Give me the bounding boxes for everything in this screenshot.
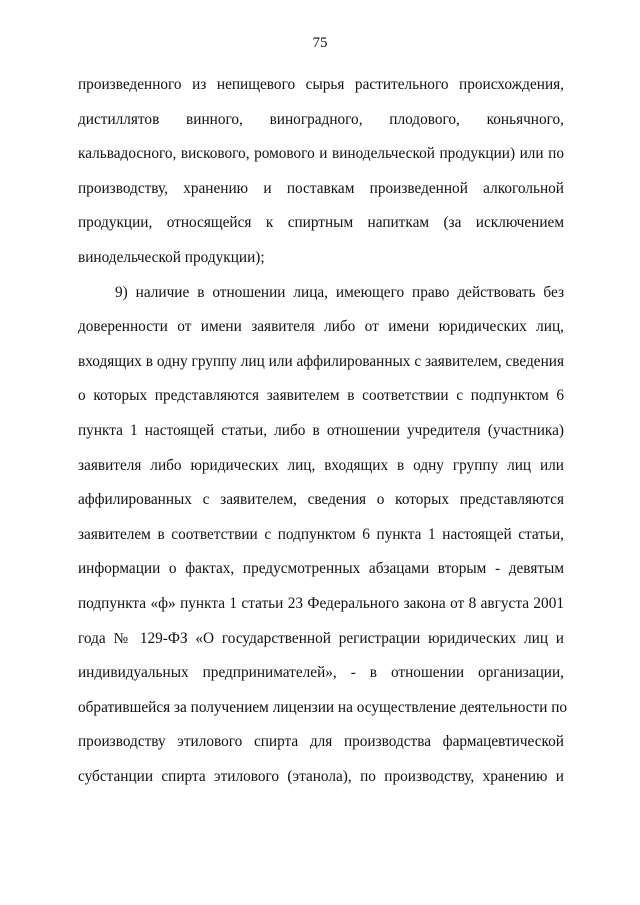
text-line: подпункта «ф» пункта 1 статьи 23 Федерального закона от 8 августа 2001 [78, 594, 564, 612]
text-line: доверенности от имени заявителя либо от имени юридических лиц, [78, 318, 564, 336]
text-line: входящих в одну группу лиц или аффилированных с заявителем, сведения [78, 352, 564, 370]
text-line: пункта 1 настоящей статьи, либо в отношении учредителя (участника) [78, 421, 564, 439]
text-line: продукции, относящейся к спиртным напиткам (за исключением [78, 214, 564, 232]
page-number: 75 [312, 35, 328, 51]
text-line: заявителя либо юридических лиц, входящих в одну группу лиц или [78, 456, 564, 474]
text-line: 9) наличие в отношении лица, имеющего право действовать без [115, 283, 564, 301]
text-line: произведенного из непищевого сырья растительного происхождения, [78, 76, 564, 93]
document-body-text [78, 68, 568, 794]
text-line: винодельческой продукции); [78, 248, 265, 266]
text-line: дистиллятов винного, виноградного, плодового, коньячного, [78, 110, 564, 128]
text-line: кальвадосного, вискового, ромового и винодельческой продукции) или по [78, 145, 564, 163]
text-line: субстанции спирта этилового (этанола), по производству, хранению и [78, 767, 564, 785]
text-line: аффилированных с заявителем, сведения о которых представляются [78, 491, 564, 509]
text-line: индивидуальных предпринимателей», - в отношении организации, [78, 664, 564, 682]
text-line: года № 129-ФЗ «О государственной регистрации юридических лиц и [78, 629, 564, 647]
text-line: информации о фактах, предусмотренных абзацами вторым - девятым [78, 560, 564, 578]
text-line: производству этилового спирта для производства фармацевтической [78, 733, 564, 751]
text-line: обратившейся за получением лицензии на осуществление деятельности по [78, 698, 568, 716]
text-line: о которых представляются заявителем в соответствии с подпунктом 6 [78, 387, 564, 405]
text-line: производству, хранению и поставкам произведенной алкогольной [78, 179, 564, 197]
text-line: заявителем в соответствии с подпунктом 6 пункта 1 настоящей статьи, [78, 525, 564, 543]
